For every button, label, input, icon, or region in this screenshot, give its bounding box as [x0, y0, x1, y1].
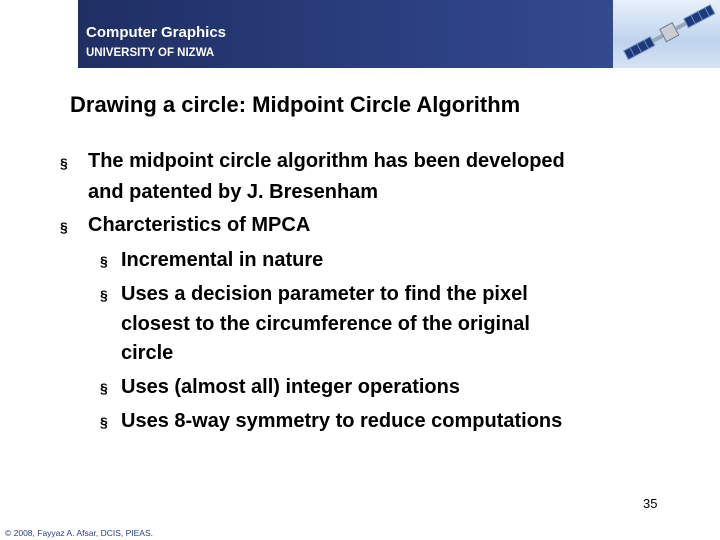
bullet-text: Incremental in nature: [121, 249, 324, 271]
bullet-marker: §: [60, 155, 68, 171]
slide-title: Drawing a circle: Midpoint Circle Algorithm: [70, 92, 521, 117]
bullet-marker: §: [100, 414, 108, 430]
bullet-text: closest to the circumference of the original: [121, 313, 530, 335]
satellite-icon: [613, 0, 720, 68]
bullet-text: Uses (almost all) integer operations: [121, 376, 460, 398]
bullet-marker: §: [100, 380, 108, 396]
bullet-text: Uses 8-way symmetry to reduce computations: [121, 410, 563, 432]
header-title: Computer Graphics: [86, 24, 227, 41]
footer-copyright: © 2008, Fayyaz A. Afsar, DCIS, PIEAS.: [5, 528, 153, 538]
page-number: 35: [643, 496, 658, 511]
bullet-text: and patented by J. Bresenham: [88, 181, 379, 203]
bullet-marker: §: [100, 287, 108, 303]
bullet-marker: §: [60, 219, 68, 235]
bullet-text: Charcteristics of MPCA: [88, 214, 311, 236]
header-subtitle: UNIVERSITY OF NIZWA: [86, 47, 215, 59]
bullet-marker: §: [100, 253, 108, 269]
bullet-text: The midpoint circle algorithm has been developed: [88, 150, 565, 172]
bullet-text: circle: [121, 342, 174, 364]
bullet-text: Uses a decision parameter to find the pixel: [121, 283, 528, 305]
